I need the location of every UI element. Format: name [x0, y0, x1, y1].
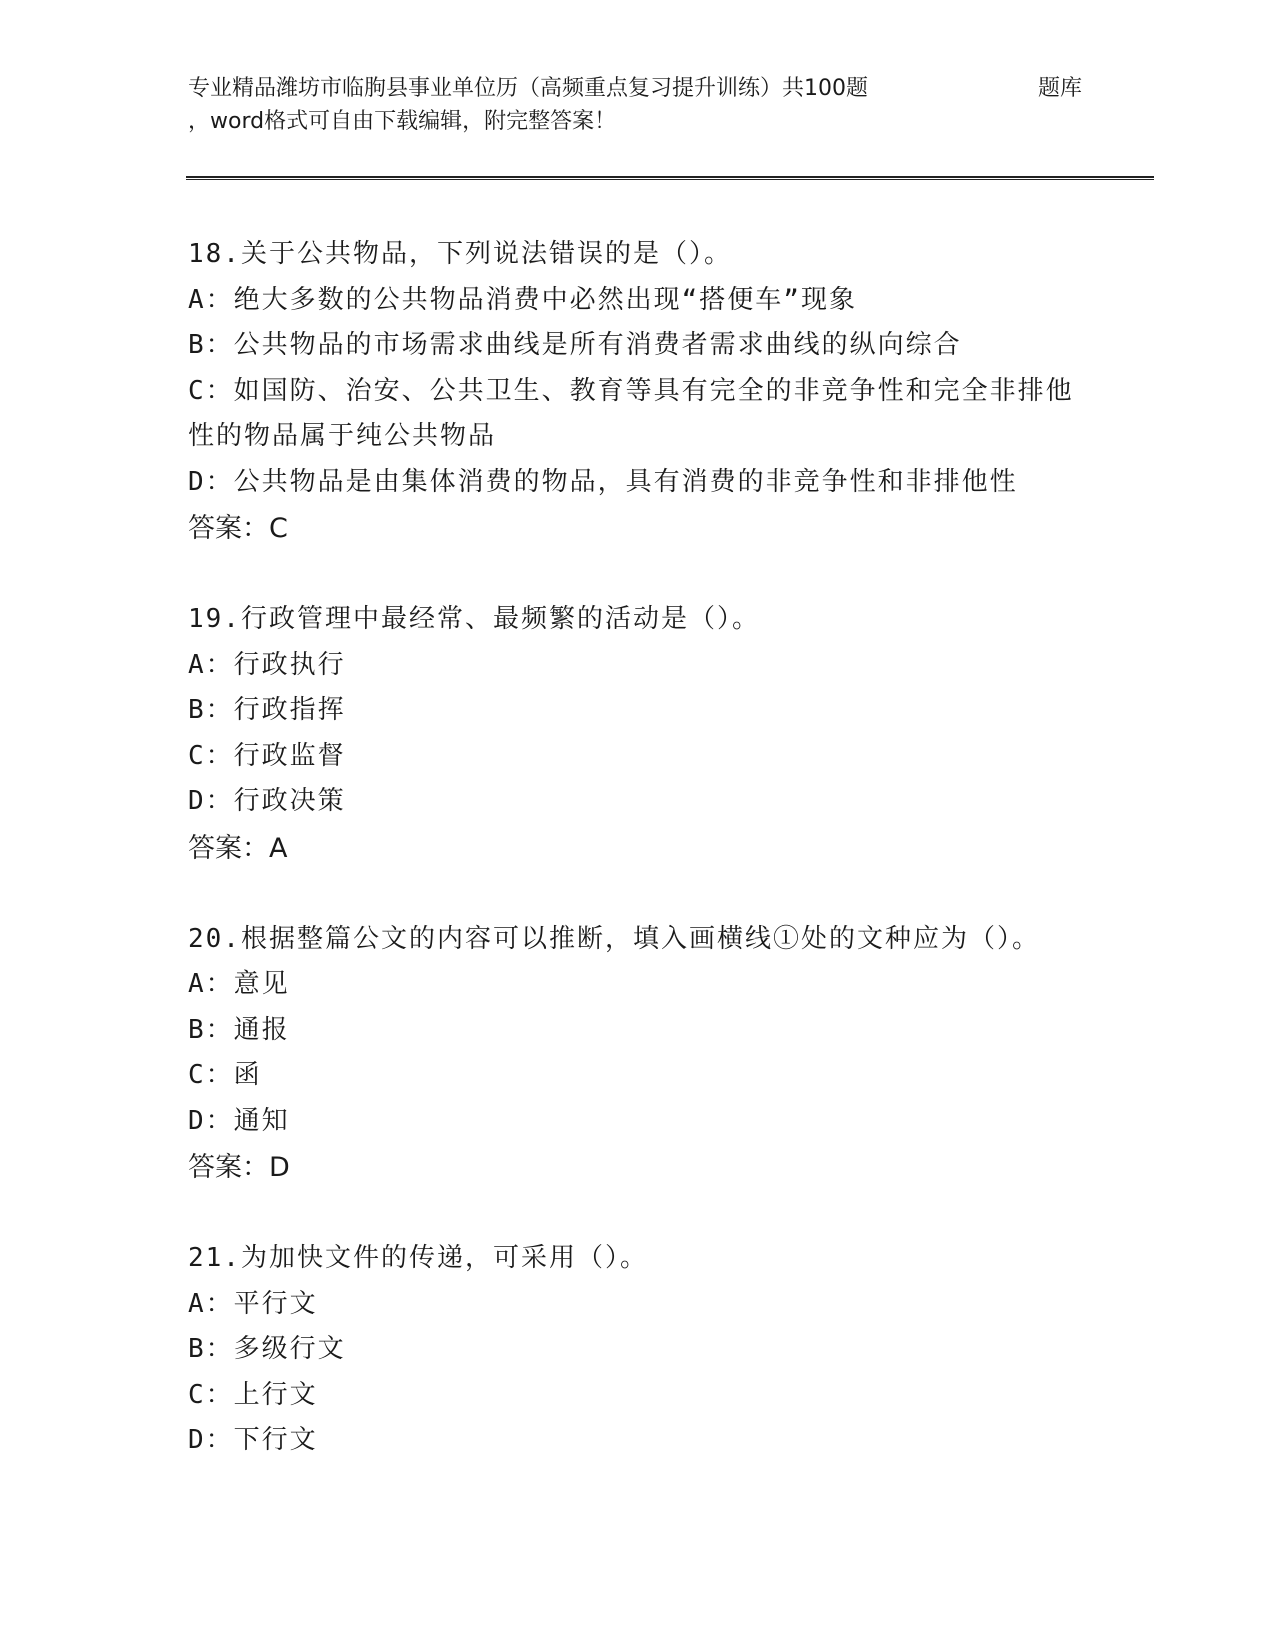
option-b: B：行政指挥: [188, 695, 346, 725]
option-c: C：如国防、治安、公共卫生、教育等具有完全的非竞争性和完全非排他性的物品属于纯公共物品: [188, 375, 1074, 451]
option-a: A：绝大多数的公共物品消费中必然出现“搭便车”现象: [188, 284, 857, 315]
answer: 答案：A: [188, 832, 288, 864]
header-divider: [186, 176, 1154, 180]
option-b: B：通报: [188, 1014, 290, 1045]
option-d: D：通知: [188, 1105, 290, 1136]
document-title: 专业精品潍坊市临朐县事业单位历（高频重点复习提升训练）共100题: [188, 76, 868, 101]
answer: 答案：C: [188, 513, 288, 544]
option-b: B：公共物品的市场需求曲线是所有消费者需求曲线的纵向综合: [188, 330, 962, 360]
answer: 答案：D: [188, 1152, 290, 1183]
option-d: D：公共物品是由集体消费的物品，具有消费的非竞争性和非排他性: [188, 466, 1018, 497]
option-b: B：多级行文: [188, 1334, 346, 1364]
question-21: [188, 1236, 1088, 1464]
option-d: D：行政决策: [188, 786, 346, 816]
option-a: A：意见: [188, 969, 290, 999]
option-d: D：下行文: [188, 1425, 318, 1455]
option-a: A：平行文: [188, 1288, 318, 1319]
page-header: [188, 72, 1158, 138]
question-stem: 19.行政管理中最经常、最频繁的活动是（）。: [188, 604, 760, 634]
question-stem: 21.为加快文件的传递，可采用（）。: [188, 1243, 648, 1273]
question-list: [188, 232, 1088, 1508]
option-c: C：函: [188, 1060, 262, 1090]
document-subtitle: ，word格式可自由下载编辑，附完整答案！: [188, 109, 617, 134]
header-title-line: [188, 72, 1158, 105]
header-tag: 题库: [1037, 76, 1082, 101]
question-19: [188, 597, 1088, 873]
question-stem: 20.根据整篇公文的内容可以推断，填入画横线①处的文种应为（）。: [188, 923, 1040, 954]
question-18: [188, 232, 1088, 553]
option-a: A：行政执行: [188, 649, 346, 680]
question-20: [188, 917, 1088, 1193]
option-c: C：上行文: [188, 1379, 318, 1410]
option-c: C：行政监督: [188, 740, 346, 771]
question-stem: 18.关于公共物品，下列说法错误的是（）。: [188, 239, 732, 269]
